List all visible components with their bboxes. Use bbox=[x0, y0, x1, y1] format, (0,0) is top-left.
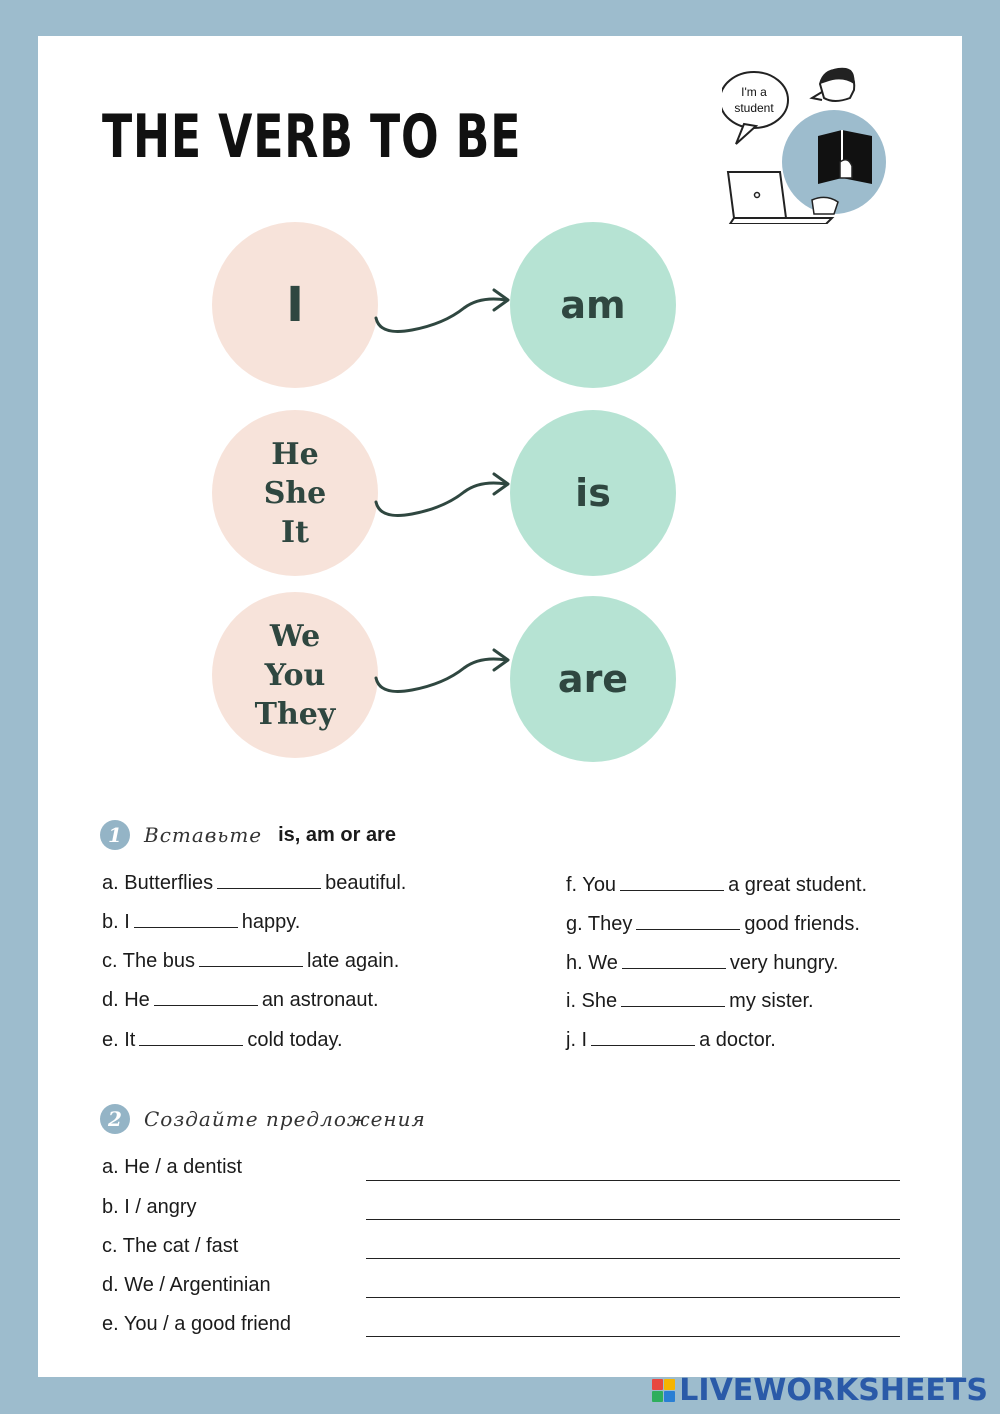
answer-blank[interactable] bbox=[591, 1029, 695, 1046]
prompt-item: a. He / a dentist bbox=[102, 1156, 243, 1178]
exercise-item: a. Butterflies beautiful. bbox=[102, 872, 407, 894]
answer-line[interactable] bbox=[366, 1297, 900, 1298]
prompt-item: c. The cat / fast bbox=[102, 1235, 239, 1257]
exercise-item: j. I a doctor. bbox=[566, 1029, 776, 1051]
answer-blank[interactable] bbox=[636, 913, 740, 930]
exercise-item: i. She my sister. bbox=[566, 990, 814, 1012]
section2-heading bbox=[100, 1104, 426, 1134]
liveworksheets-logo bbox=[652, 1373, 988, 1408]
verb-label: am bbox=[560, 283, 626, 327]
prompt-item: d. We / Argentinian bbox=[102, 1274, 271, 1296]
exercise-item: h. We very hungry. bbox=[566, 952, 839, 974]
answer-blank[interactable] bbox=[154, 989, 258, 1006]
student-with-book-illustration bbox=[722, 54, 892, 224]
exercise-item: c. The bus late again. bbox=[102, 950, 400, 972]
exercise-item: e. It cold today. bbox=[102, 1029, 343, 1051]
verb-circle-are bbox=[510, 596, 676, 762]
subject-circle-i bbox=[212, 222, 378, 388]
page-title: THE VERB TO BE bbox=[102, 102, 522, 172]
answer-blank[interactable] bbox=[620, 874, 724, 891]
exercise-item: g. They good friends. bbox=[566, 913, 860, 935]
arrow-icon bbox=[374, 288, 514, 338]
answer-blank[interactable] bbox=[139, 1029, 243, 1046]
answer-blank[interactable] bbox=[621, 990, 725, 1007]
subject-label: We bbox=[269, 618, 321, 654]
subject-label: She bbox=[263, 475, 327, 511]
section1-heading bbox=[100, 820, 396, 850]
section-number-badge: 1 bbox=[100, 820, 130, 850]
answer-line[interactable] bbox=[366, 1180, 900, 1181]
verb-circle-is bbox=[510, 410, 676, 576]
arrow-icon bbox=[374, 472, 514, 522]
speech-bubble-line2: student bbox=[734, 101, 774, 115]
verb-circle-am bbox=[510, 222, 676, 388]
answer-line[interactable] bbox=[366, 1258, 900, 1259]
exercise-item: d. He an astronaut. bbox=[102, 989, 379, 1011]
answer-line[interactable] bbox=[366, 1219, 900, 1220]
verb-label: are bbox=[557, 657, 629, 701]
logo-icon bbox=[652, 1379, 675, 1402]
answer-blank[interactable] bbox=[134, 911, 238, 928]
section-instruction-script: Создайте предложения bbox=[144, 1107, 426, 1131]
subject-label: I bbox=[286, 277, 304, 333]
answer-blank[interactable] bbox=[622, 952, 726, 969]
section-instruction-script: Вставьте bbox=[144, 823, 263, 847]
subject-circle-he-she-it bbox=[212, 410, 378, 576]
answer-blank[interactable] bbox=[199, 950, 303, 967]
speech-bubble-line1: I'm a bbox=[741, 85, 767, 99]
exercise-item: b. I happy. bbox=[102, 911, 301, 933]
verb-label: is bbox=[575, 471, 611, 515]
worksheet-page bbox=[38, 36, 962, 1377]
subject-label: You bbox=[264, 657, 326, 693]
subject-circle-we-you-they bbox=[212, 592, 378, 758]
subject-label: He bbox=[271, 436, 319, 472]
section-instruction: is, am or are bbox=[278, 823, 396, 846]
prompt-item: b. I / angry bbox=[102, 1196, 197, 1218]
section-number-badge: 2 bbox=[100, 1104, 130, 1134]
arrow-icon bbox=[374, 648, 514, 698]
answer-line[interactable] bbox=[366, 1336, 900, 1337]
exercise-item: f. You a great student. bbox=[566, 874, 868, 896]
brand-name: LIVEWORKSHEETS bbox=[679, 1373, 988, 1408]
subject-label: They bbox=[254, 696, 336, 732]
subject-label: It bbox=[281, 514, 309, 550]
answer-blank[interactable] bbox=[217, 872, 321, 889]
prompt-item: e. You / a good friend bbox=[102, 1313, 292, 1335]
